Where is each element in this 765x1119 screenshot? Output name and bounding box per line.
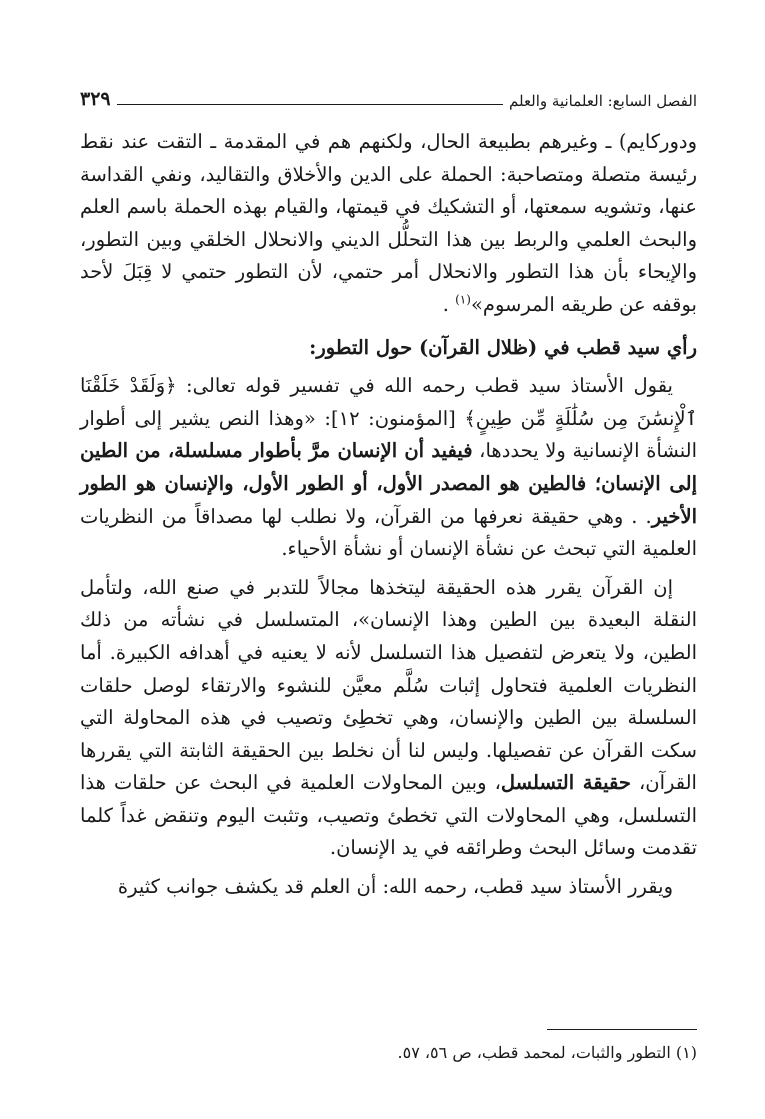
paragraph-3-tail: ، وبين المحاولات العلمية في البحث عن حلقات هذا التسلسل، وهي المحاولات التي تخطئ وتصيب، وتثبت اليوم وتنقض غداً كلما تقدمت وسائل البحث وطرائقه في يد الإنسان. (80, 771, 697, 860)
paragraph-3 (80, 572, 697, 865)
chapter-title: الفصل السابع: العلمانية والعلم (509, 92, 697, 110)
footnote: (١) التطور والثبات، لمحمد قطب، ص ٥٦، ٥٧. (397, 1043, 697, 1062)
paragraph-3-emphasis: حقيقة التسلسل (500, 771, 631, 795)
page-number: ٣٢٩ (80, 88, 111, 110)
footnote-rule (547, 1029, 697, 1030)
running-header (80, 84, 697, 110)
paragraph-2-emphasis: فيفيد أن الإنسان مرَّ بأطوار مسلسلة، من الطين إلى الإنسان؛ فالطين هو المصدر الأول، أو الطور الأول، والإنسان هو الطور الأخير (80, 439, 697, 528)
paragraph-1-end: . (442, 292, 456, 316)
paragraph-2-tail: . . وهي حقيقة نعرفها من القرآن، ولا نطلب لها مصداقاً من النظريات العلمية التي تبحث عن نشأة الإنسان أو نشأة الأحياء. (80, 504, 697, 561)
paragraph-2 (80, 370, 697, 566)
footnote-marker: (١) (455, 292, 471, 307)
header-rule (117, 104, 503, 105)
book-page (80, 84, 698, 1062)
paragraph-2-intro: يقول الأستاذ سيد قطب رحمه الله في تفسير قوله تعالى: ﴿وَلَقَدْ خَلَقْنَا ٱلْإِنسَٰنَ مِن سُلَٰلَةٍ مِّن طِينٍ﴾ [المؤمنون: ١٢]: «وهذا النص يشير إلى أطوار النشأة الإنسانية ولا يحددها، (80, 374, 698, 463)
section-heading: رأي سيد قطب في (ظلال القرآن) حول التطور: (309, 335, 697, 359)
paragraph-3-intro: إن القرآن يقرر هذه الحقيقة ليتخذها مجالاً للتدبر في صنع الله، ولتأمل النقلة البعيدة بين الطين وهذا الإنسان»، المتسلسل في نشأته من ذلك الطين، ولا يتعرض لتفصيل هذا التسلسل لأنه لا يعنيه في أهدافه الكبيرة. أما النظريات العلمية فتحاول إثبات سُلَّم معيَّن للنشوء والارتقاء لوصل حلقات السلسلة بين الطين والإنسان، وهي تخطِئ وتصيب في هذه المحاولة التي سكت القرآن عن تفصيلها. وليس لنا أن نخلط بين الحقيقة الثابتة التي يقررها القرآن، (80, 575, 697, 795)
paragraph-1-text: ودوركايم) ـ وغيرهم بطبيعة الحال، ولكنهم هم في المقدمة ـ التقت عند نقط رئيسة متصلة ومتصاحبة: الحملة على الدين والأخلاق والتقاليد، ونفي القداسة عنها، وتشويه سمعتها، أو التشكيك في قيمتها، والقيام بهذه الحملة باسم العلم والبحث العلمي والربط بين هذا التحلُّل الديني والانحلال الخلقي وبين التطور، والإيحاء بأن هذا التطور والانحلال أمر حتمي، لأن التطور حتمي لا قِبَلَ لأحد بوقفه عن طريقه المرسوم» (80, 130, 697, 316)
paragraph-4: ويقرر الأستاذ سيد قطب، رحمه الله: أن العلم قد يكشف جوانب كثيرة (117, 875, 673, 899)
paragraph-1 (80, 126, 697, 322)
